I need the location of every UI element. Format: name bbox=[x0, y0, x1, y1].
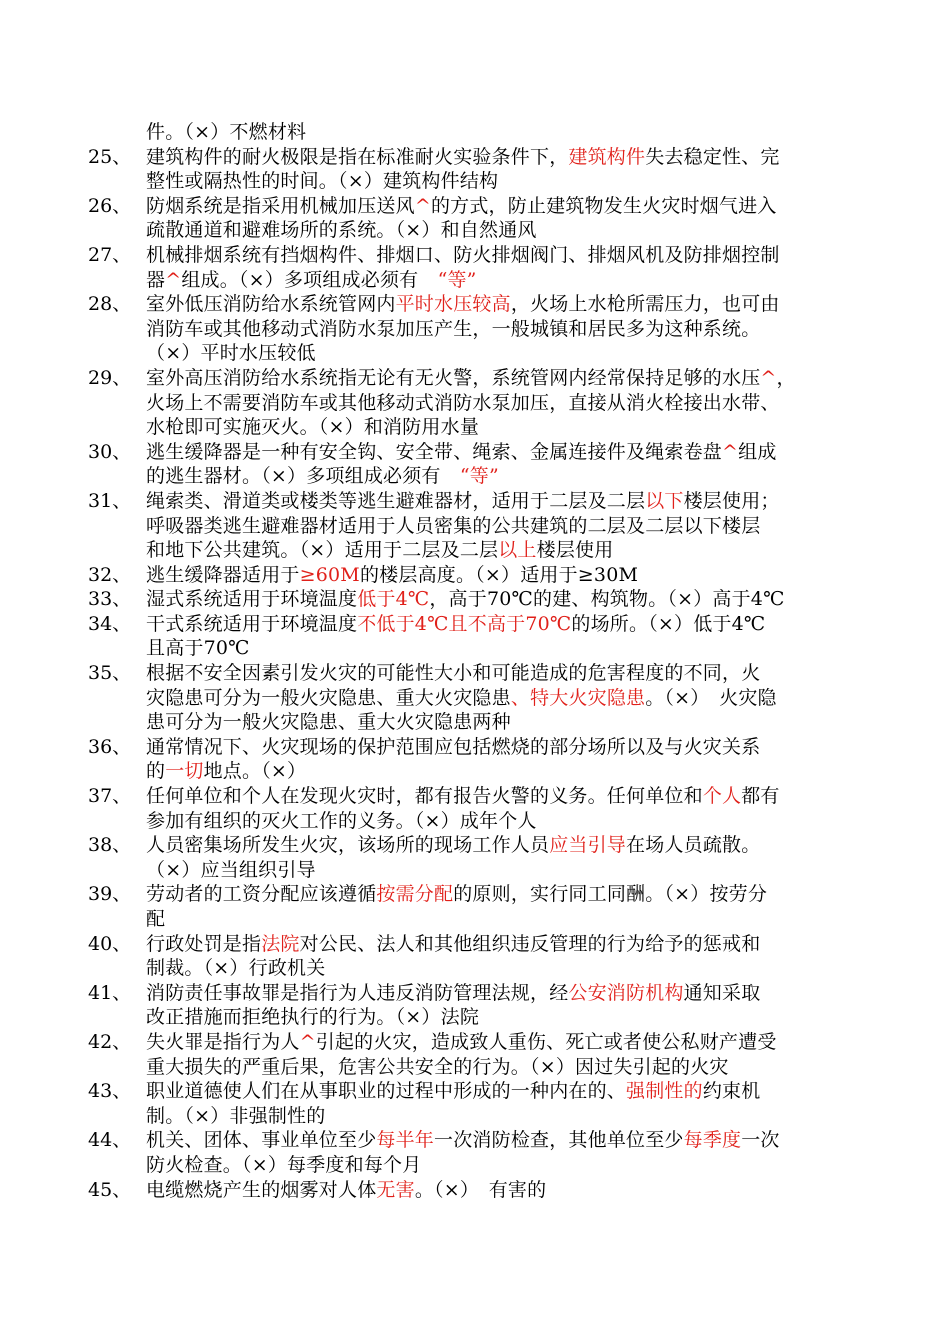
line-text bbox=[146, 759, 306, 784]
text-line bbox=[88, 1178, 878, 1203]
text-segment: 重大损失的严重后果，危害公共安全的行为。（×）因过失引起的火灾 bbox=[146, 1055, 729, 1078]
line-text bbox=[146, 292, 780, 317]
text-line bbox=[88, 735, 878, 760]
line-text bbox=[146, 169, 498, 194]
item-number: 29、 bbox=[88, 366, 132, 389]
item-number: 31、 bbox=[88, 489, 132, 512]
text-segment: 绳索类、滑道类或楼类等逃生避难器材，适用于二层及二层 bbox=[146, 489, 646, 512]
text-line bbox=[88, 218, 878, 243]
line-text bbox=[146, 809, 537, 834]
line-text bbox=[146, 1005, 479, 1030]
text-line bbox=[88, 1079, 878, 1104]
text-segment: 都有 bbox=[741, 785, 780, 808]
text-segment: 失火罪是指行为人 bbox=[146, 1030, 300, 1053]
line-text bbox=[146, 661, 760, 686]
line-text bbox=[146, 735, 760, 760]
item-number: 27、 bbox=[88, 243, 132, 266]
line-text bbox=[146, 1128, 780, 1153]
text-line bbox=[88, 1005, 878, 1030]
line-text bbox=[146, 538, 613, 563]
highlighted-text: 建筑构件 bbox=[568, 145, 646, 168]
line-text bbox=[146, 268, 477, 293]
text-line bbox=[88, 464, 878, 489]
text-line bbox=[88, 932, 878, 957]
line-text bbox=[146, 1030, 777, 1055]
text-line bbox=[88, 489, 878, 514]
line-text bbox=[146, 956, 325, 981]
line-text bbox=[146, 710, 511, 735]
text-segment: 湿式系统适用于环境温度 bbox=[146, 588, 358, 611]
text-line bbox=[88, 612, 878, 637]
line-text bbox=[146, 882, 767, 907]
text-line bbox=[88, 292, 878, 317]
text-segment: 失去稳定性、完 bbox=[645, 145, 780, 168]
text-line bbox=[88, 956, 878, 981]
text-segment: 灾隐患可分为一般火灾隐患、重大火灾隐患 bbox=[146, 686, 511, 709]
text-segment: 和地下公共建筑。（×）适用于二层及二层 bbox=[146, 539, 499, 562]
text-segment: 建筑构件的耐火极限是指在标准耐火实验条件下， bbox=[146, 145, 569, 168]
line-text bbox=[146, 243, 780, 268]
text-segment: ， bbox=[776, 366, 796, 389]
text-segment: 的逃生器材。（×）多项组成必须有 bbox=[146, 465, 460, 488]
text-segment: 一次消防检查，其他单位至少 bbox=[434, 1129, 684, 1152]
line-text bbox=[146, 858, 316, 883]
line-text bbox=[146, 341, 316, 366]
line-text bbox=[146, 218, 537, 243]
text-line bbox=[88, 268, 878, 293]
text-line bbox=[88, 415, 878, 440]
text-segment: 水枪即可实施灭火。（×）和消防用水量 bbox=[146, 416, 480, 439]
item-number: 38、 bbox=[88, 834, 132, 857]
text-line bbox=[88, 341, 878, 366]
text-segment: 职业道德使人们在从事职业的过程中形成的一种内在的、 bbox=[146, 1080, 627, 1103]
highlighted-text: 每半年 bbox=[376, 1129, 435, 1152]
text-line bbox=[88, 858, 878, 883]
text-segment: 机械排烟系统有挡烟构件、排烟口、防火排烟阀门、排烟风机及防排烟控制 bbox=[146, 243, 780, 266]
text-line bbox=[88, 636, 878, 661]
text-segment: 楼层使用； bbox=[683, 489, 780, 512]
text-segment: ，火场上水枪所需压力，也可由 bbox=[510, 293, 780, 316]
text-segment: 电缆燃烧产生的烟雾对人体 bbox=[146, 1178, 377, 1201]
text-segment: 件。（×）不燃材料 bbox=[146, 121, 307, 143]
text-line bbox=[88, 366, 878, 391]
text-line bbox=[88, 120, 878, 145]
line-text bbox=[146, 1153, 421, 1178]
line-text bbox=[146, 194, 777, 219]
line-text bbox=[146, 907, 165, 932]
text-line bbox=[88, 440, 878, 465]
text-segment: 对公民、法人和其他组织违反管理的行为给予的惩戒和 bbox=[299, 932, 761, 955]
highlighted-text: 每季度 bbox=[683, 1129, 742, 1152]
text-segment: 行政处罚是指 bbox=[146, 932, 262, 955]
highlighted-text: 法院 bbox=[261, 932, 300, 955]
highlighted-text: 、特大火灾隐患 bbox=[510, 686, 646, 709]
text-segment: 疏散通道和避难场所的系统。（×）和自然通风 bbox=[146, 219, 537, 242]
text-line bbox=[88, 981, 878, 1006]
item-number: 39、 bbox=[88, 883, 132, 906]
text-line bbox=[88, 514, 878, 539]
line-text bbox=[146, 587, 785, 612]
highlighted-text: “等” bbox=[437, 268, 477, 291]
text-segment: 配 bbox=[146, 908, 166, 930]
text-segment: 消防车或其他移动式消防水泵加压产生，一般城镇和居民多为这种系统。 bbox=[146, 317, 761, 340]
text-segment: 任何单位和个人在发现火灾时，都有报告火警的义务。任何单位和 bbox=[146, 785, 703, 808]
text-line bbox=[88, 1030, 878, 1055]
text-line bbox=[88, 686, 878, 711]
line-text bbox=[146, 489, 780, 514]
text-line bbox=[88, 243, 878, 268]
line-text bbox=[146, 612, 765, 637]
text-segment: 通知采取 bbox=[683, 981, 761, 1004]
text-segment: 患可分为一般火灾隐患、重大火灾隐患两种 bbox=[146, 711, 511, 734]
highlighted-text: 按需分配 bbox=[376, 883, 454, 906]
line-text bbox=[146, 686, 777, 711]
item-number: 30、 bbox=[88, 440, 132, 463]
text-segment: 逃生缓降器适用于 bbox=[146, 563, 300, 586]
text-segment: 的楼层高度。（×）适用于≥30M bbox=[359, 563, 639, 586]
text-segment: 组成 bbox=[738, 440, 777, 463]
line-text bbox=[146, 440, 777, 465]
line-text bbox=[146, 636, 250, 661]
line-text bbox=[146, 145, 780, 170]
text-line bbox=[88, 145, 878, 170]
text-line bbox=[88, 661, 878, 686]
text-segment: 在场人员疏散。 bbox=[626, 834, 761, 857]
text-line bbox=[88, 169, 878, 194]
line-text bbox=[146, 317, 760, 342]
line-text bbox=[146, 514, 760, 539]
text-segment: （×）应当组织引导 bbox=[146, 858, 316, 881]
line-text bbox=[146, 415, 479, 440]
highlighted-text: ≥60M bbox=[299, 563, 360, 586]
text-segment: 逃生缓降器是一种有安全钩、安全带、绳索、金属连接件及绳索卷盘 bbox=[146, 440, 723, 463]
text-line bbox=[88, 784, 878, 809]
line-text bbox=[146, 833, 760, 858]
text-segment: 约束机 bbox=[702, 1080, 761, 1103]
text-line bbox=[88, 907, 878, 932]
line-text bbox=[146, 464, 499, 489]
text-segment: 人员密集场所发生火灾，该场所的现场工作人员 bbox=[146, 834, 550, 857]
item-number: 36、 bbox=[88, 735, 132, 758]
line-text bbox=[146, 563, 638, 588]
item-number: 32、 bbox=[88, 563, 132, 586]
item-number: 34、 bbox=[88, 612, 132, 635]
text-line bbox=[88, 563, 878, 588]
text-line bbox=[88, 391, 878, 416]
highlighted-text: ^ bbox=[414, 194, 431, 217]
item-number: 26、 bbox=[88, 194, 132, 217]
text-line bbox=[88, 833, 878, 858]
line-text bbox=[146, 120, 306, 145]
text-segment: 参加有组织的灭火工作的义务。（×）成年个人 bbox=[146, 809, 537, 832]
line-text bbox=[146, 366, 796, 391]
item-number: 37、 bbox=[88, 785, 132, 808]
text-segment: （×）平时水压较低 bbox=[146, 342, 316, 365]
highlighted-text: ^ bbox=[299, 1030, 316, 1053]
text-line bbox=[88, 1153, 878, 1178]
text-segment: 器 bbox=[146, 268, 166, 291]
text-line bbox=[88, 882, 878, 907]
highlighted-text: 无害 bbox=[376, 1178, 415, 1201]
text-segment: 室外高压消防给水系统指无论有无火警，系统管网内经常保持足够的水压 bbox=[146, 366, 761, 389]
line-text bbox=[146, 1055, 729, 1080]
line-text bbox=[146, 932, 760, 957]
highlighted-text: 以下 bbox=[645, 489, 684, 512]
item-number: 40、 bbox=[88, 932, 132, 955]
text-line bbox=[88, 1104, 878, 1129]
text-segment: 引起的火灾，造成致人重伤、死亡或者使公私财产遭受 bbox=[315, 1030, 777, 1053]
line-text bbox=[146, 981, 760, 1006]
highlighted-text: ^ bbox=[760, 366, 777, 389]
text-line bbox=[88, 809, 878, 834]
item-number: 35、 bbox=[88, 662, 132, 685]
text-line bbox=[88, 587, 878, 612]
highlighted-text: ^ bbox=[165, 268, 182, 291]
item-number: 33、 bbox=[88, 588, 132, 611]
highlighted-text: 一切 bbox=[165, 760, 204, 783]
text-segment: 地点。（×） bbox=[203, 760, 307, 783]
text-line bbox=[88, 710, 878, 735]
text-segment: 且高于70℃ bbox=[146, 637, 250, 660]
text-segment: 防火检查。（×）每季度和每个月 bbox=[146, 1153, 422, 1176]
highlighted-text: 不低于4℃且不高于70℃ bbox=[357, 612, 572, 635]
highlighted-text: 应当引导 bbox=[549, 834, 627, 857]
text-segment: 根据不安全因素引发火灾的可能性大小和可能造成的危害程度的不同，火 bbox=[146, 662, 761, 685]
line-text bbox=[146, 391, 780, 416]
text-segment: 。（×） 有害的 bbox=[414, 1178, 547, 1201]
text-line bbox=[88, 317, 878, 342]
highlighted-text: 个人 bbox=[702, 785, 742, 808]
highlighted-text: 以上 bbox=[498, 539, 537, 562]
text-segment: ，高于70℃的建、构筑物。（×）高于4℃ bbox=[429, 588, 785, 611]
highlighted-text: 平时水压较高 bbox=[395, 293, 511, 316]
item-number: 43、 bbox=[88, 1080, 132, 1103]
text-segment: 楼层使用 bbox=[536, 539, 614, 562]
highlighted-text: 低于4℃ bbox=[357, 588, 430, 611]
text-segment: 的原则，实行同工同酬。（×）按劳分 bbox=[453, 883, 768, 906]
text-segment: 干式系统适用于环境温度 bbox=[146, 612, 358, 635]
text-segment: 整性或隔热性的时间。（×）建筑构件结构 bbox=[146, 170, 499, 193]
text-segment: 机关、团体、事业单位至少 bbox=[146, 1129, 377, 1152]
line-text bbox=[146, 1178, 546, 1203]
line-text bbox=[146, 1079, 760, 1104]
text-line bbox=[88, 1055, 878, 1080]
question-list bbox=[88, 120, 878, 1202]
text-segment: 改正措施而拒绝执行的行为。（×）法院 bbox=[146, 1006, 480, 1029]
line-text bbox=[146, 1104, 325, 1129]
highlighted-text: “等” bbox=[459, 465, 499, 488]
item-number: 41、 bbox=[88, 981, 132, 1004]
item-number: 44、 bbox=[88, 1129, 132, 1152]
text-segment: 的 bbox=[146, 760, 166, 783]
text-segment: 劳动者的工资分配应该遵循 bbox=[146, 883, 377, 906]
text-segment: 一次 bbox=[741, 1129, 780, 1152]
item-number: 28、 bbox=[88, 293, 132, 316]
text-segment: 消防责任事故罪是指行为人违反消防管理法规，经 bbox=[146, 981, 569, 1004]
text-line bbox=[88, 194, 878, 219]
item-number: 42、 bbox=[88, 1030, 132, 1053]
text-line bbox=[88, 759, 878, 784]
text-segment: 。（×） 火灾隐 bbox=[645, 686, 777, 709]
text-segment: 呼吸器类逃生避难器材适用于人员密集的公共建筑的二层及二层以下楼层 bbox=[146, 514, 761, 537]
text-segment: 室外低压消防给水系统管网内 bbox=[146, 293, 396, 316]
text-segment: 制裁。（×）行政机关 bbox=[146, 957, 326, 980]
text-segment: 防烟系统是指采用机械加压送风 bbox=[146, 194, 415, 217]
text-line bbox=[88, 1128, 878, 1153]
item-number: 45、 bbox=[88, 1178, 132, 1201]
text-line bbox=[88, 538, 878, 563]
highlighted-text: 公安消防机构 bbox=[568, 981, 684, 1004]
highlighted-text: 强制性的 bbox=[626, 1080, 703, 1103]
item-number: 25、 bbox=[88, 145, 132, 168]
text-segment: 的场所。（×）低于4℃ bbox=[571, 612, 766, 635]
text-segment: 制。（×）非强制性的 bbox=[146, 1104, 326, 1127]
text-segment: 火场上不需要消防车或其他移动式消防水泵加压，直接从消火栓接出水带、 bbox=[146, 391, 780, 414]
text-segment: 组成。（×）多项组成必须有 bbox=[181, 268, 438, 291]
text-segment: 通常情况下、火灾现场的保护范围应包括燃烧的部分场所以及与火灾关系 bbox=[146, 735, 761, 758]
highlighted-text: ^ bbox=[722, 440, 739, 463]
text-segment: 的方式，防止建筑物发生火灾时烟气进入 bbox=[430, 194, 777, 217]
line-text bbox=[146, 784, 780, 809]
